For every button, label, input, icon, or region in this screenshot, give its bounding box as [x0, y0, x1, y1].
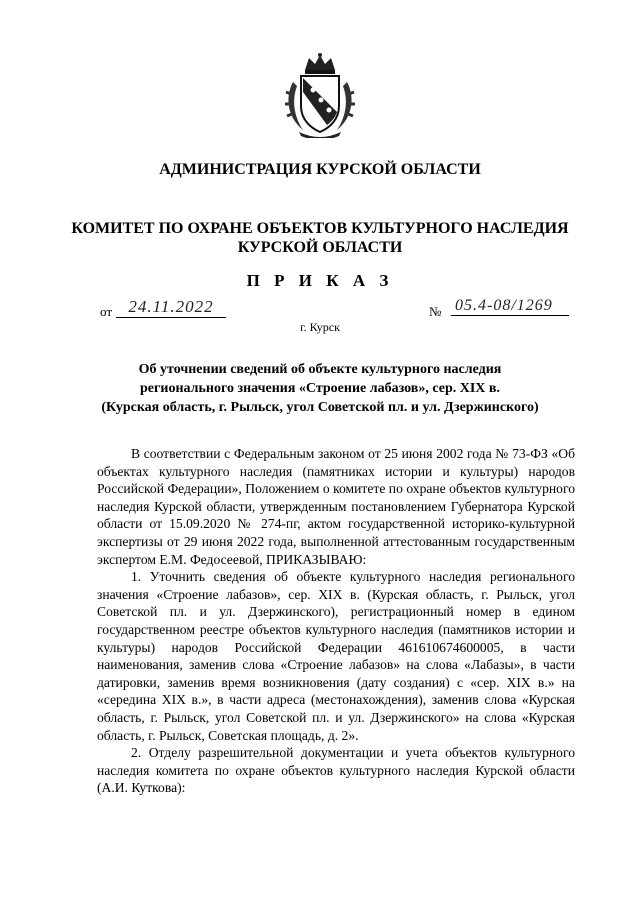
handwritten-date: 24.11.2022	[116, 297, 226, 318]
city: г. Курск	[300, 320, 340, 334]
administration-title: АДМИНИСТРАЦИЯ КУРСКОЙ ОБЛАСТИ	[159, 161, 481, 178]
preamble-paragraph: В соответствии с Федеральным законом от 25 июня 2002 года № 73-ФЗ «Об объектах культурного наследия (памятниках истории и культуры) народов Российской Федерации», Положением о комитете по охране объектов культурного наследия Курской области, утвержденным постановлением Губернатора Курской области от 15.09.2020 № 274-пг, актом государственной историко-культурной экспертизы от 29 июня 2022 года, выполненной аттестованным государственным экспертом Е.М. Федосеевой, ПРИКАЗЫВАЮ:	[97, 446, 575, 567]
committee-title-line1: КОМИТЕТ ПО ОХРАНЕ ОБЪЕКТОВ КУЛЬТУРНОГО НАСЛЕДИЯ	[71, 220, 569, 237]
committee-title-line2: КУРСКОЙ ОБЛАСТИ	[237, 239, 403, 256]
item-1-paragraph: 1. Уточнить сведения об объекте культурного наследия регионального значения «Строение лабазов», сер. XIX в. (Курская область, г. Рыльск, угол Советской пл. и ул. Дзержинского), регистрационный номер в едином государственном реестре объектов культурного наследия (памятников истории и культуры) народов Российской Федерации 461610674600005, в части наименования, заменив слова «Строение лабазов» на слова «Лабазы», в части датировки, заменив время возникновения (дату создания) с «сер. XIX в.» на «середина XIX в.», в части адреса (местонахождения), заменив слова «Курская область, г. Рыльск, угол Советской пл. и ул. Дзержинского» на слова «Курская область, г. Рыльск, Советская площадь, д. 2».	[97, 569, 575, 743]
item-2-paragraph: 2. Отделу разрешительной документации и учета объектов культурного наследия комитета по охране объектов культурного наследия Курской области (А.И. Куткова):	[97, 745, 575, 796]
order-body	[97, 445, 575, 797]
subject-line3: (Курская область, г. Рыльск, угол Советской пл. и ул. Дзержинского)	[101, 400, 539, 415]
order-subject	[90, 360, 550, 417]
subject-line1: Об уточнении сведений об объекте культурного наследия	[138, 362, 502, 377]
handwritten-order-number: 05.4-08/1269	[451, 297, 569, 316]
subject-line2: регионального значения «Строение лабазов», сер. XIX в.	[140, 381, 500, 396]
kursk-region-coat-of-arms-icon	[283, 52, 357, 138]
date-prefix: от	[100, 304, 113, 319]
number-prefix: №	[429, 304, 442, 319]
committee-title	[0, 219, 640, 257]
document-type: П Р И К А З	[246, 271, 394, 290]
